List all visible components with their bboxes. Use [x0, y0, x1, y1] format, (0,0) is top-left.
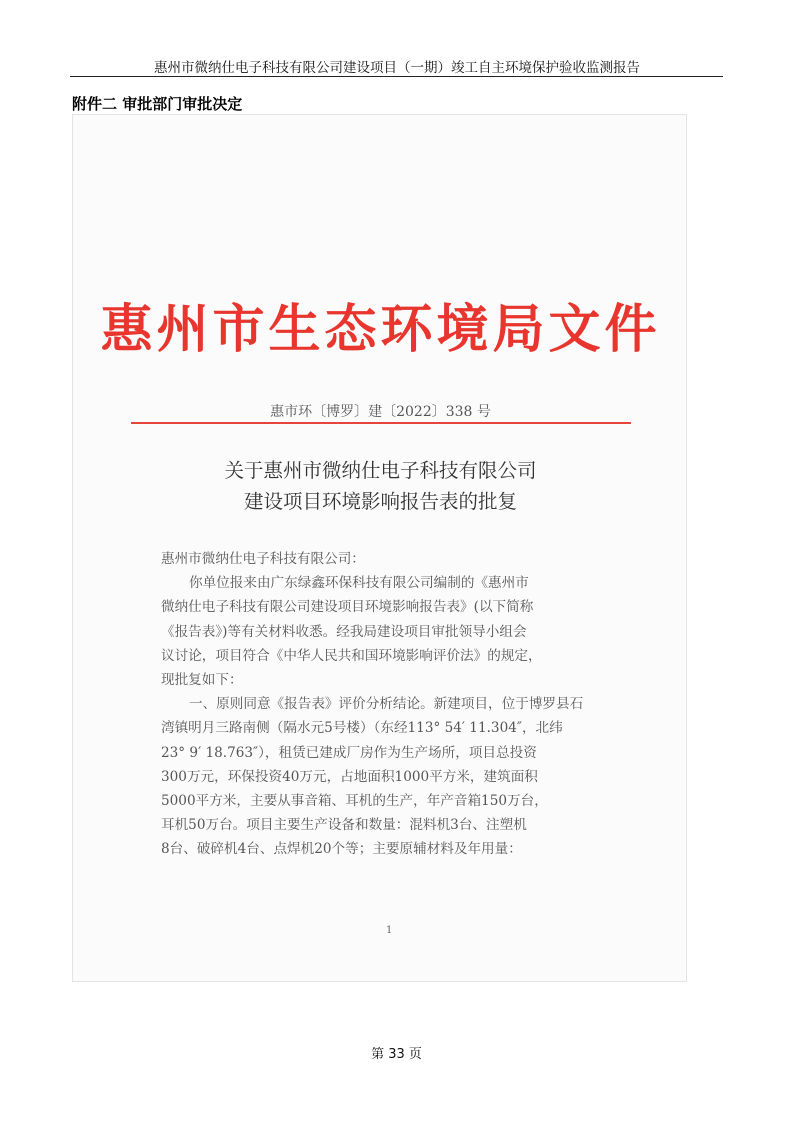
page-footer: 第 33 页	[371, 1047, 422, 1062]
running-header: 惠州市微纳仕电子科技有限公司建设项目（一期）竣工自主环境保护验收监测报告	[154, 60, 640, 76]
document-title-line: 关于惠州市微纳仕电子科技有限公司	[224, 459, 537, 482]
body-line: 一、原则同意《报告表》评价分析结论。新建项目，位于博罗县石	[189, 696, 584, 713]
document-body	[161, 547, 621, 862]
body-line: 微纳仕电子科技有限公司建设项目环境影响报告表》(以下简称	[161, 599, 534, 616]
body-line: 300万元，环保投资40万元，占地面积1000平方米，建筑面积	[161, 768, 538, 785]
document-title-line: 建设项目环境影响报告表的批复	[243, 490, 517, 513]
body-line: 23° 9′ 18.763″），租赁已建成厂房作为生产场所，项目总投资	[161, 744, 537, 761]
body-line: 现批复如下：	[161, 672, 243, 689]
header-divider	[70, 76, 723, 77]
scanned-document-image	[72, 114, 687, 982]
body-line: 《报告表》)等有关材料收悉。经我局建设项目审批领导小组会	[161, 623, 527, 640]
body-line: 湾镇明月三路南侧（隔水元5号楼）（东经113° 54′ 11.304″，北纬	[161, 720, 563, 737]
body-line: 8台、破碎机4台、点焊机20个等；主要原辅材料及年用量：	[161, 841, 522, 858]
scanned-page-number: 1	[386, 925, 393, 936]
document-number: 惠市环〔博罗〕建〔2022〕338 号	[270, 404, 491, 420]
body-line: 耳机50万台。项目主要生产设备和数量：混料机3台、注塑机	[161, 817, 527, 834]
salutation: 惠州市微纳仕电子科技有限公司：	[161, 551, 365, 567]
document-masthead: 惠州市生态环境局文件	[100, 299, 661, 360]
section-title: 附件二 审批部门审批决定	[72, 95, 243, 113]
body-line: 议讨论，项目符合《中华人民共和国环境影响评价法》的规定，	[161, 647, 542, 664]
body-line: 5000平方米，主要从事音箱、耳机的生产，年产音箱150万台，	[161, 793, 548, 810]
body-line: 你单位报来由广东绿鑫环保科技有限公司编制的《惠州市	[189, 575, 529, 592]
document-title	[73, 455, 687, 517]
red-divider-rule	[131, 422, 631, 424]
